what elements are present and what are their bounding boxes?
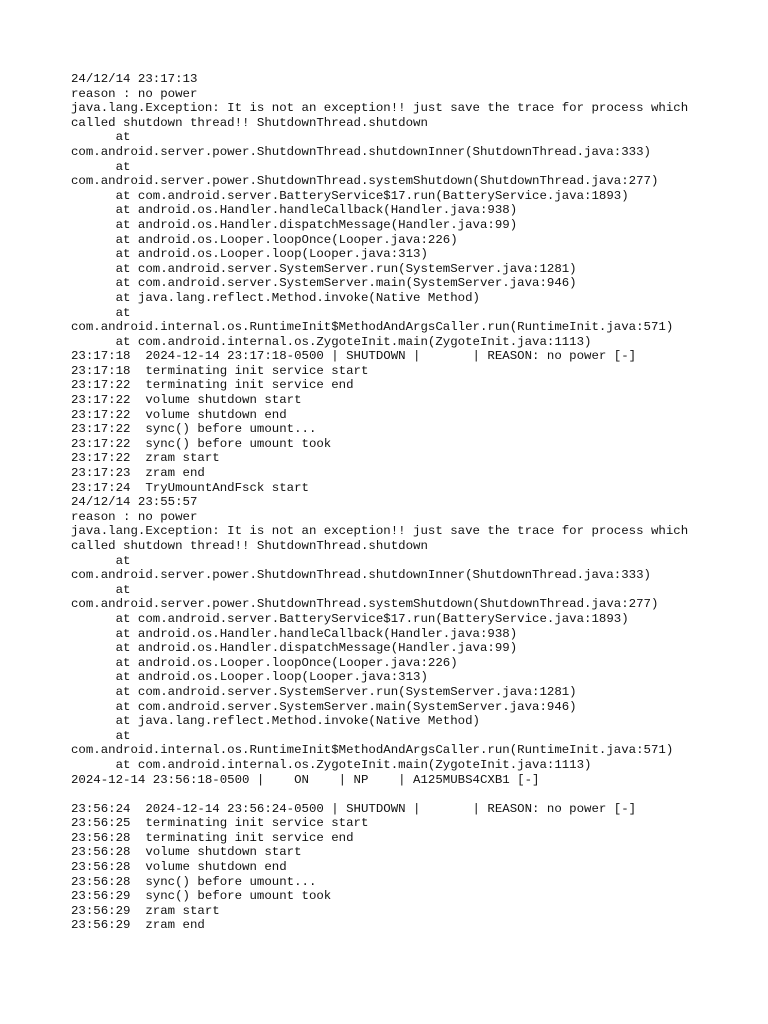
log-line: at android.os.Handler.handleCallback(Handler.java:938) xyxy=(71,626,518,641)
log-line: 24/12/14 23:55:57 xyxy=(71,495,198,510)
log-line: 23:17:18 terminating init service start xyxy=(71,363,369,378)
log-line: 23:56:29 sync() before umount took xyxy=(71,889,332,904)
log-line: at android.os.Looper.loop(Looper.java:313) xyxy=(71,247,428,262)
log-line: 23:17:24 TryUmountAndFsck start xyxy=(71,480,309,495)
log-line: com.android.server.power.ShutdownThread.systemShutdown(ShutdownThread.java:277) xyxy=(71,174,659,189)
log-line: 23:56:24 2024-12-14 23:56:24-0500 | SHUTDOWN | | REASON: no power [-] xyxy=(71,801,637,816)
log-line: 23:17:22 volume shutdown end xyxy=(71,407,287,422)
log-line: at java.lang.reflect.Method.invoke(Native Method) xyxy=(71,714,480,729)
log-line: at android.os.Looper.loop(Looper.java:313) xyxy=(71,670,428,685)
log-line: at java.lang.reflect.Method.invoke(Native Method) xyxy=(71,290,480,305)
log-line: at android.os.Handler.dispatchMessage(Handler.java:99) xyxy=(71,641,518,656)
log-line: 2024-12-14 23:56:18-0500 | ON | NP | A125MUBS4CXB1 [-] xyxy=(71,772,540,787)
log-line: 23:17:23 zram end xyxy=(71,466,205,481)
log-line: 23:17:22 zram start xyxy=(71,451,220,466)
log-line: at xyxy=(71,159,131,174)
log-line: java.lang.Exception: It is not an exception!! just save the trace for process which xyxy=(71,101,689,116)
log-line: 23:56:29 zram end xyxy=(71,918,205,933)
log-line: com.android.server.power.ShutdownThread.shutdownInner(ShutdownThread.java:333) xyxy=(71,144,651,159)
log-line: at android.os.Handler.handleCallback(Handler.java:938) xyxy=(71,203,518,218)
log-line: java.lang.Exception: It is not an exception!! just save the trace for process which xyxy=(71,524,689,539)
log-line: 23:56:29 zram start xyxy=(71,903,220,918)
log-line: com.android.server.power.ShutdownThread.systemShutdown(ShutdownThread.java:277) xyxy=(71,597,659,612)
log-line: at com.android.server.SystemServer.run(SystemServer.java:1281) xyxy=(71,684,577,699)
log-line: called shutdown thread!! ShutdownThread.shutdown xyxy=(71,115,428,130)
log-line: at xyxy=(71,305,131,320)
log-line: at com.android.server.SystemServer.main(SystemServer.java:946) xyxy=(71,699,577,714)
log-line: 23:17:22 sync() before umount... xyxy=(71,422,317,437)
log-line: at xyxy=(71,728,131,743)
log-line: com.android.server.power.ShutdownThread.shutdownInner(ShutdownThread.java:333) xyxy=(71,568,651,583)
log-line: com.android.internal.os.RuntimeInit$MethodAndArgsCaller.run(RuntimeInit.java:571) xyxy=(71,320,674,335)
log-line: reason : no power xyxy=(71,509,198,524)
log-line: at android.os.Looper.loopOnce(Looper.java:226) xyxy=(71,232,458,247)
log-line: at com.android.server.SystemServer.main(SystemServer.java:946) xyxy=(71,276,577,291)
log-line: 23:17:18 2024-12-14 23:17:18-0500 | SHUTDOWN | | REASON: no power [-] xyxy=(71,349,637,364)
log-line: 23:17:22 volume shutdown start xyxy=(71,393,302,408)
log-line: at android.os.Looper.loopOnce(Looper.java:226) xyxy=(71,655,458,670)
log-line: 23:56:28 volume shutdown end xyxy=(71,860,287,875)
log-line: com.android.internal.os.RuntimeInit$MethodAndArgsCaller.run(RuntimeInit.java:571) xyxy=(71,743,674,758)
log-line: at xyxy=(71,130,131,145)
log-line: 23:56:25 terminating init service start xyxy=(71,816,369,831)
log-line: at com.android.server.SystemServer.run(SystemServer.java:1281) xyxy=(71,261,577,276)
log-line: 23:56:28 volume shutdown start xyxy=(71,845,302,860)
log-line: called shutdown thread!! ShutdownThread.shutdown xyxy=(71,539,428,553)
log-line: 23:56:28 terminating init service end xyxy=(71,830,354,845)
log-line xyxy=(71,787,761,802)
log-line: at com.android.server.BatteryService$17.run(BatteryService.java:1893) xyxy=(71,611,629,626)
log-line: at com.android.internal.os.ZygoteInit.main(ZygoteInit.java:1113) xyxy=(71,334,592,349)
log-line: 24/12/14 23:17:13 xyxy=(71,72,198,86)
log-line: reason : no power xyxy=(71,86,198,101)
log-document xyxy=(71,72,761,933)
log-line: 23:17:22 sync() before umount took xyxy=(71,436,332,451)
log-line: at xyxy=(71,553,131,568)
log-line: 23:56:28 sync() before umount... xyxy=(71,874,317,889)
log-line: at android.os.Handler.dispatchMessage(Handler.java:99) xyxy=(71,217,518,232)
log-line: 23:17:22 terminating init service end xyxy=(71,378,354,393)
log-line: at com.android.internal.os.ZygoteInit.main(ZygoteInit.java:1113) xyxy=(71,757,592,772)
log-line: at com.android.server.BatteryService$17.run(BatteryService.java:1893) xyxy=(71,188,629,203)
log-line: at xyxy=(71,582,131,597)
